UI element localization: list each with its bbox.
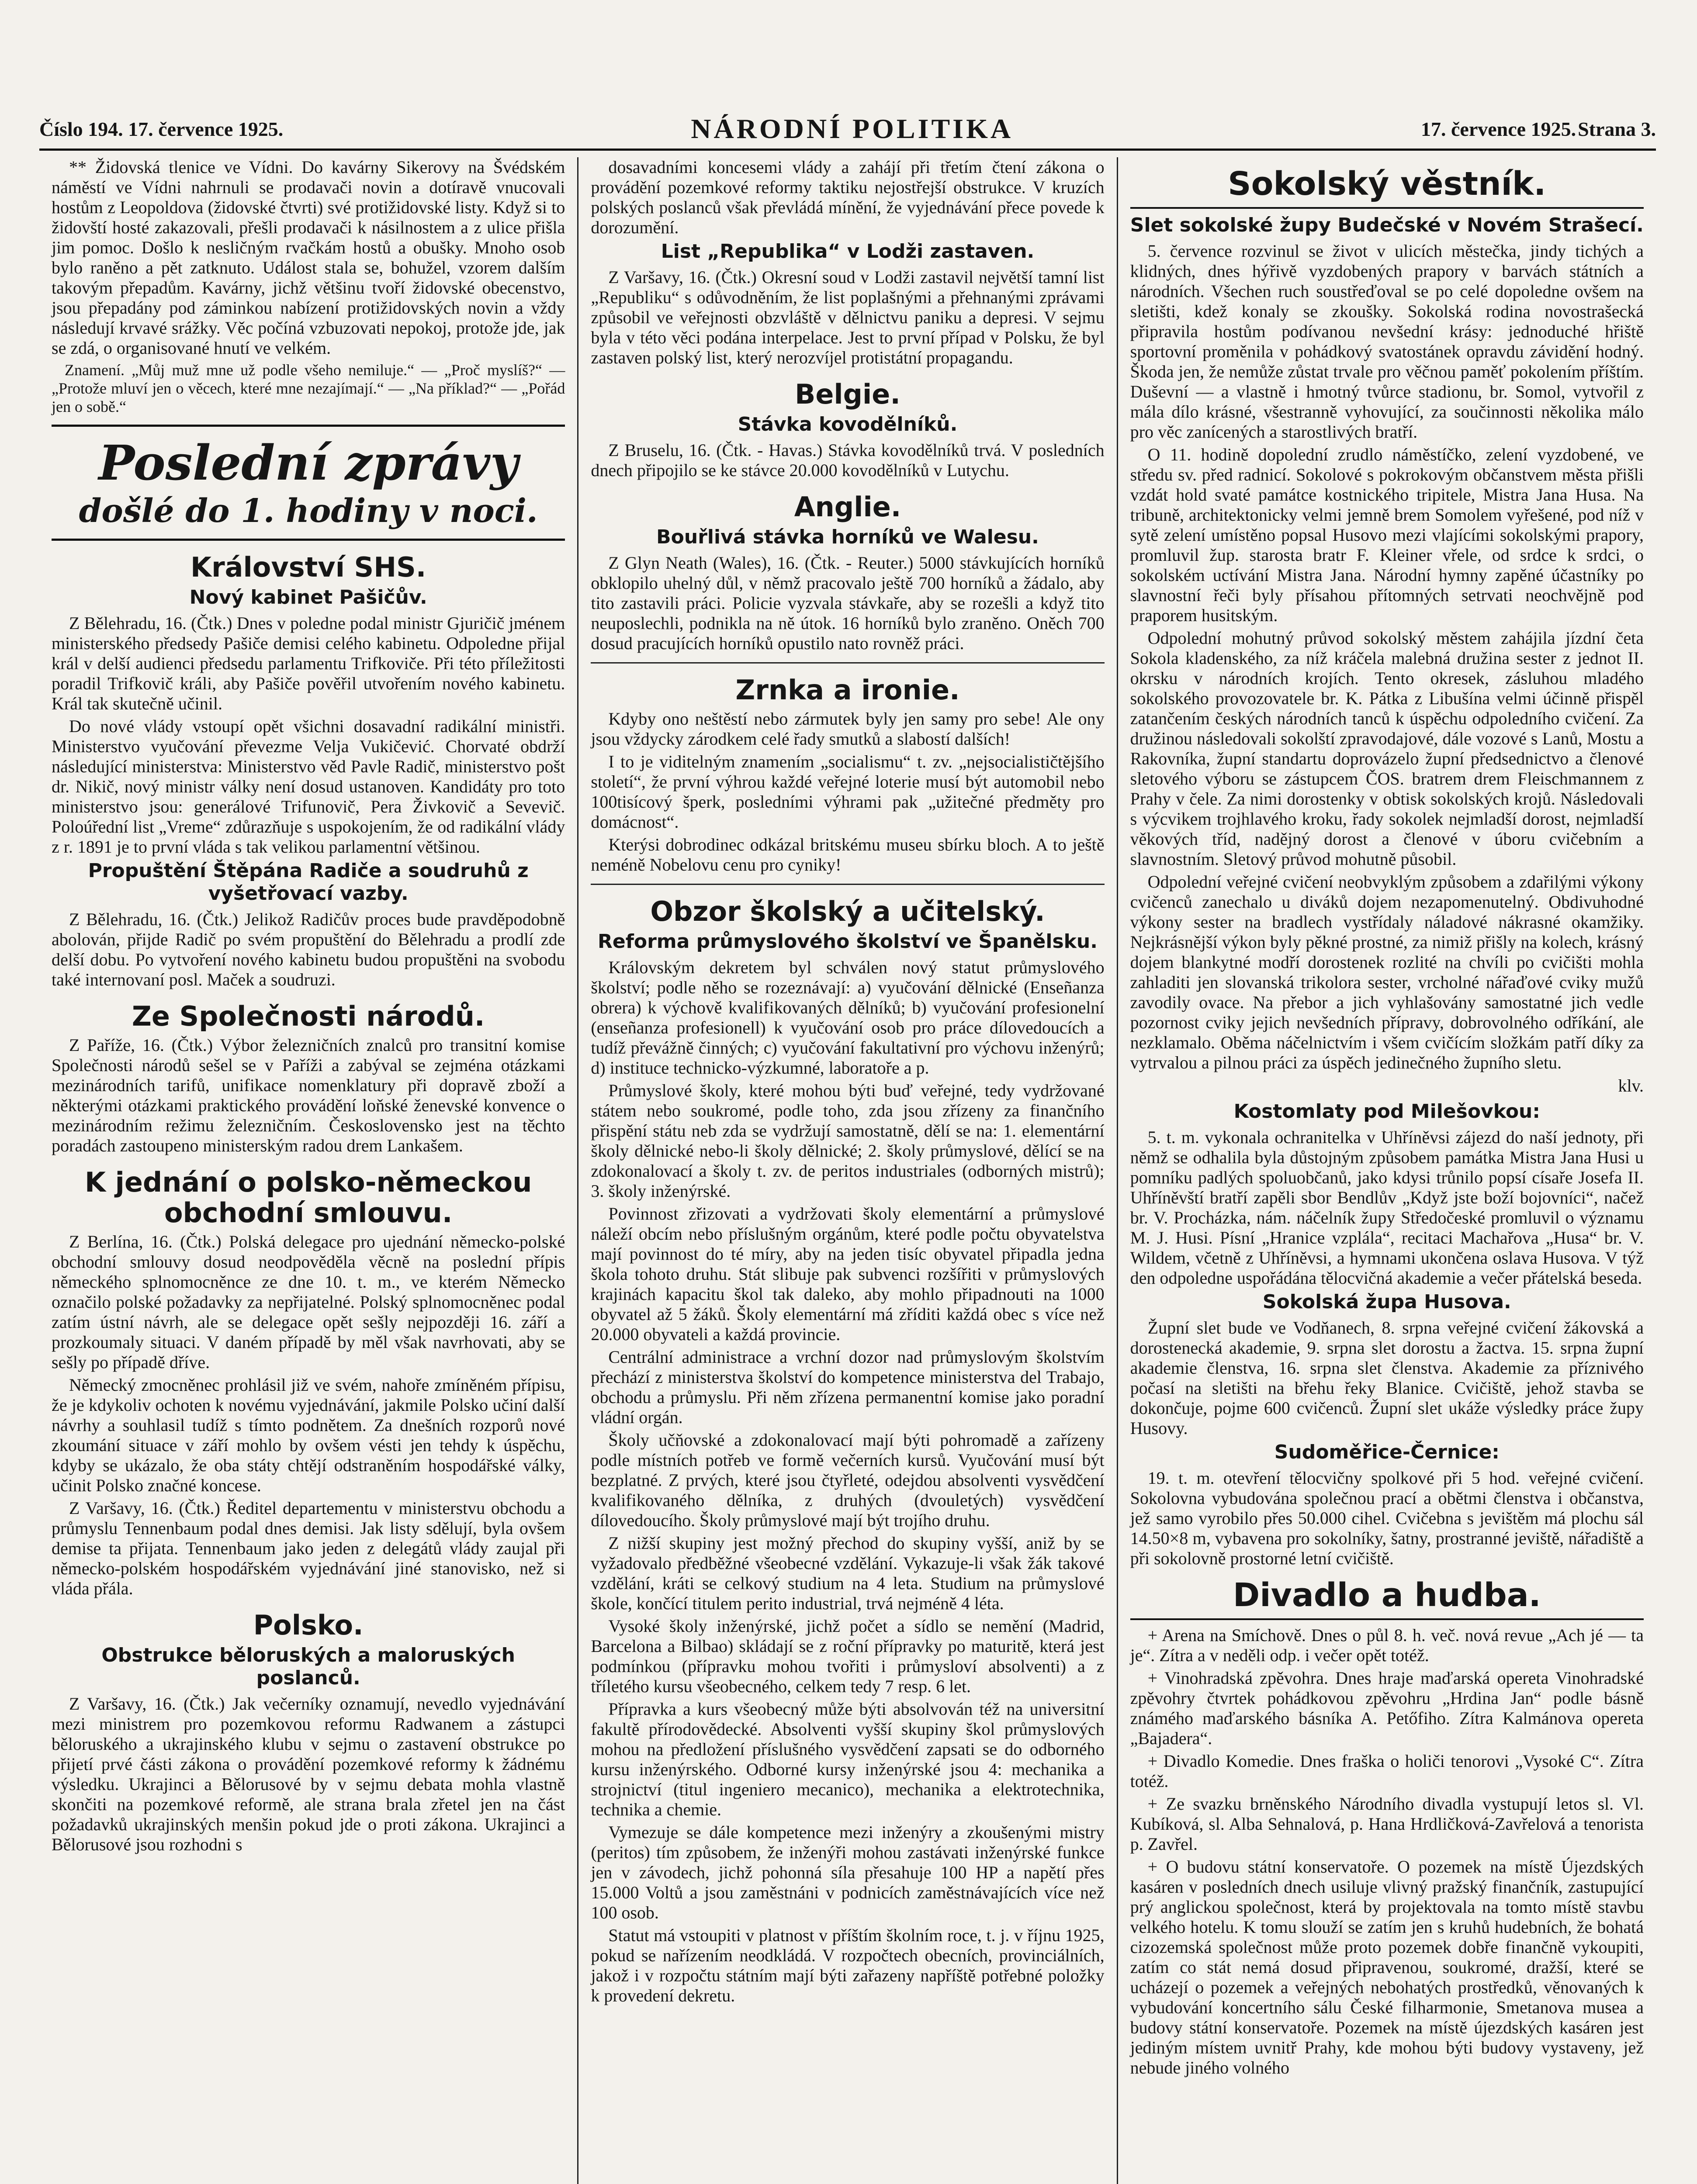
column-3 [1118, 157, 1656, 2184]
headline-belgium: Belgie. [795, 378, 900, 410]
article-vienna: ** Židovská tlenice ve Vídni. Do kavárny Sikerovy na Švédském náměstí ve Vídni nahrnuli se prodavači novin a dotíravě vnucovali hostům z Leopoldova (židovské čtvrti) své protižidovské listy. Když si to židovští hosté zakazovali, přešli prodavači k násilnostem a z ulice přišla jim pomoc. Došlo k nesličným rvačkám hostů a obušky. Mnoho osob bylo raněno a pět zatknuto. Událost stala se, bohužel, vzorem dalším takovým přepadům. Kavárny, jichž většinu tvoří židovské obecenstvo, jsou přepadány pod záminkou nabízení protižidovských novin a vždy následují krvavé srážky. Věc počíná vzbuzovati nepokoj, protože jde, jak se zdá, o organisované hnutí ve velkém. [52, 157, 565, 358]
article-sokol-3: Odpolední mohutný průvod sokolský městem zahájila jízdní četa Sokola kladenského, za níž kráčela malebná družina sester z jednot II. okrsku v národních krojích. Tento okresek, zásluhou mladého sokolského provozovatele br. K. Pátka z Libušína velmi účinně přispěl zatančením českých národních tanců k úspěchu odpoledního cvičení. Za družinou následovali sokolští zpravodajové, dále vozové s Lanů, Mostu a Rakovníka, župní standartu doprovázelo župní předsednictvo a členové sletového výboru se zástupcem ČOS. bratrem drem Fleischmannem z Prahy v čele. Za nimi dorostenky v obtisk sokolských krojů. Následovali s výcvikem trojhlavého kroku, řady sokolek nejmladší dorost, nejmladší věkových tříd, nadějný dorost a členové v úboru cvičebním a slavnostním. Sletový průvod mohutně působil. [1130, 628, 1644, 869]
section-theatre: Divadlo a hudba. [1130, 1576, 1644, 1620]
article-spain-5: Školy učňovské a zdokonalovací mají býti pohromadě a zařízeny podle místních potřeb ve formě večerních kursů. Vyučování musí být bezplatné. Z prvých, které jsou čtyřleté, odejdou absolventi vysvědčení kvalifikovaného dělníka, z druhých (dvouletých) vysvědčení dílovedoucího. Školy průmyslové mají být trojího druhu. [591, 1430, 1105, 1530]
article-poland: Z Varšavy, 16. (Čtk.) Jak večerníky oznamují, nevedlo vyjednávání mezi ministrem pro pozemkovou reformu Radwanem a zástupci běloruského a ukrajinského klubu v sejmu o zastavení obstrukce po přijetí prvé části zákona o provádění pozemkové reformy k žádnému výsledku. Ukrajinci a Bělorusové by v sejmu debata mohla vlastně skončiti na pozemkové reformě, ale strana brala zřetel jen na část požadavků ukrajinských menšin pokud jde o proti zákona. Ukrajinci a Bělorusové jsou rozhodni s [52, 1694, 565, 1854]
article-sudomerice: 19. t. m. otevření tělocvičny spolkové při 5 hod. veřejné cvičení. Sokolovna vybudována společnou prací a obětmi členstva i občanstva, jež samo vyrobilo přes 50.000 cihel. Cvičebna s jevištěm má plochu sál 14.50×8 m, vybavena pro sokolníky, šatny, prostranné jeviště, nářadiště a při sokolovně prostorné letní cvičiště. [1130, 1468, 1644, 1568]
article-spain-4: Centrální administrace a vrchní dozor nad průmyslovým školstvím přechází z ministerstva školství do kompetence ministerstva del Trabajo, obchodu a průmyslu. Při něm zřízena permanentní komise jako poradní vládní orgán. [591, 1347, 1105, 1427]
divider [591, 662, 1104, 663]
column-1 [39, 157, 578, 2184]
article-spain-3: Povinnost zřizovati a vydržovati školy elementární a průmyslové náleží obcím nebo příslušným orgánům, které podle počtu obyvatelstva mají povinnost do té míry, aby na jeden tisíc obyvatel připadla jedna škola tohoto druhu. Stát slibuje pak subvenci rozšířiti v průmyslových krajinách kapacitu škol tak daleko, aby mohlo připadnouti na 1000 obyvatel až 5 žáků. Školy elementární má zříditi každá obec s více než 20.000 obyvateli a každá provincie. [591, 1204, 1105, 1344]
section-sokol: Sokolský věstník. [1130, 164, 1644, 209]
column-2 [578, 157, 1118, 2184]
subhead-spain-schools: Reforma průmyslového školství ve Španělsku. [598, 930, 1098, 953]
article-spain-9: Vymezuje se dále kompetence mezi inženýry a zkoušenými mistry (peritos) tím způsobem, že inženýři mohou zastávati inženýrské funkce jen v závodech, jichž pohonná síla přesahuje 100 HP a napětí přes 15.000 Voltů a jsou zaměstnáni v podnicích zaměstnávajících více než 100 osob. [591, 1822, 1105, 1922]
headline-husova: Sokolská župa Husova. [1262, 1291, 1511, 1313]
headline-republika: List „Republika“ v Lodži zastaven. [661, 240, 1035, 263]
zrnka-3: Kterýsi dobrodinec odkázal britskému museu sbírku bloch. A to ještě neméně Nobelovu cenu pro cyniky! [591, 835, 1105, 874]
article-arena: + Arena na Smíchově. Dnes o půl 8. h. več. nová revue „Ach jé — ta je“. Zítra a v neděli odp. i večer opět totéž. [1130, 1625, 1644, 1665]
subhead-sokol-slet: Slet sokolské župy Budečské v Novém Strašecí. [1130, 214, 1644, 236]
headline-zrnka: Zrnka a ironie. [735, 674, 960, 706]
headline-league-of-nations: Ze Společnosti národů. [132, 1000, 485, 1032]
article-brno: + Ze svazku brněnského Národního divadla vystupují letos sl. Vl. Kubíková, sl. Alba Sehnalová, p. Hana Hrdličková-Zavřelová a tenorista p. Zavřel. [1130, 1794, 1644, 1854]
banner-title: Poslední zprávy [98, 435, 518, 491]
issue-number: Číslo 194. 17. července 1925. [39, 117, 284, 140]
headline-shs: Království SHS. [190, 551, 426, 583]
article-shs-1: Z Bělehradu, 16. (Čtk.) Dnes v poledne podal ministr Gjuričič jménem ministerského předsedy Pašiče demisi celého kabinetu. Odpoledne přijal král v delší audienci předsedu parlamentu Trifkoviče. Při této příležitosti poradil Trifkovič králi, aby Pašiče pověřil utvořením nového kabinetu. Král tak skutečně učinil. [52, 613, 565, 713]
subhead-poland: Obstrukce běloruských a maloruských poslanců. [101, 1644, 515, 1689]
headline-radic: Propuštění Štěpána Radiče a soudruhů z vyšetřovací vazby. [88, 860, 529, 905]
article-spain-10: Statut má vstoupiti v platnost v příštím školním roce, t. j. v říjnu 1925, pokud se nařízením neodkládá. V rozpočtech obecních, provinciálních, jakož i v rozpočtu státním mají býti zařazeny napříště potřebné položky k provedení dekretu. [591, 1925, 1105, 2005]
article-spain-6: Z nižší skupiny jest možný přechod do skupiny vyšší, aniž by se vyžadovalo předběžné všeobecné vzdělání. Vykazuje-li však žák takové vzdělání, kráti se celkový studium na 4 leta. Studium na průmyslové škole, končící titulem perito industrial, trvá nejméně 4 léta. [591, 1533, 1105, 1613]
article-league-of-nations: Z Paříže, 16. (Čtk.) Výbor železničních znalců pro transitní komise Společnosti národů sešel se v Paříži a zabýval se zejména otázkami mezinárodních tarifů, unifikace nomenklatury při dopravě zboží a některými otázkami praktického provádění loňské ženevské konvence o mezinárodním režimu železničním. Československo jest na těchto poradách zastoupeno ministerským radou drem Lankašem. [52, 1035, 565, 1155]
article-komedie: + Divadlo Komedie. Dnes fraška o holiči tenorovi „Vysoké C“. Zítra totéž. [1130, 1751, 1644, 1791]
article-sokol-4: Odpolední veřejné cvičení neobvyklým způsobem a zdařilými výkony cvičenců zanechalo u diváků dojem nezapomenutelný. Obdivuhodné výkony sester na bradlech vystřídaly náladové nákrasné okamžiky. Nejkrásnější výkon byly pěkné prostné, za nimiž přišly na kolech, krásný dojem blankytné modří dorostenek rozlité na chvíli po cvičišti mohla zahladiti jen slovanská trikolora sester, vrcholné nářaďové cviky mužů zavodily ovace. Na přebor a jich vyhlašovány samostatné jich vedle pozornost cviky jejich nevšedních přípravy, dobrovolného odříkání, ale nezklamalo. Oběma náčelnictvím i všem cvičícím složkám patří díky za vytrvalou a pilnou práci za úspěch jedinečného župního sletu. [1130, 872, 1644, 1072]
article-spain-1: Královským dekretem byl schválen nový statut průmyslového školství; podle něho se rozeznávají: a) vyučování dělnické (Enseñanza obrera) k výchově kvalifikovaných dělníků; b) vyučování profesionelní (enseñanza profesionell) k vyučování osob pro práce dílovedoucích a tudíž převážně činných; c) vyučování fakultativní pro výchovu inženýrů; d) instituce technicko-výzkumné, laboratoře a p. [591, 957, 1105, 1078]
banner-subtitle: došlé do 1. hodiny v noci. [79, 492, 538, 530]
article-poland-cont: dosavadními koncesemi vlády a zahájí při třetím čtení zákona o provádění pozemkové reformy taktiku nejostřejší obstrukce. V kruzích polských poslanců však převládá mínění, že vyjednávání přece povede k dorozumění. [591, 157, 1105, 237]
newspaper-columns [39, 157, 1656, 2184]
article-radic: Z Bělehradu, 16. (Čtk.) Jelikož Radičův proces bude pravděpodobně abolován, přijde Radič po svém propuštění do Bělehradu a prodlí zde delší dobu. Po vytvoření nového kabinetu budou propuštěni na svobodu také internovaní posl. Maček a soudruzi. [52, 909, 565, 989]
article-conservatory: + O budovu státní konservatoře. O pozemek na místě Újezdských kasáren v posledních dnech usiluje vlivný pražský finančník, zastupující prý anglickou společnost, která by projektovala na tomto místě stavbu velkého hotelu. K tomu slouží se zatím jen s kruhů hudebních, že bohatá cizozemská společnost může proto pozemek dobře finančně vykoupiti, zatím co stát nemá dosud připravenou, soukromé, dražší, které se ucházejí o pozemek a veřejných nebohatých prostředků, věnovaných k vybudování koncertního sálu České filharmonie, Smetanova musea a budovy státní konservatoře. Pozemek na místě újezdských kasáren jest jediným místem uvnitř Prahy, kde mohou býti budovy vystaveny, jež nebude jiného volného [1130, 1857, 1644, 2077]
masthead [39, 109, 1656, 151]
article-belgium: Z Bruselu, 16. (Čtk. - Havas.) Stávka kovodělníků trvá. V posledních dnech připojilo se ke stávce 20.000 kovodělníků v Lutychu. [591, 440, 1105, 480]
article-sokol-2: O 11. hodině dopolední zrudlo náměstíčko, zelení vyzdobené, ve středu sv. před radnicí. Sokolové s pokrokovým občanstvem města přišli vzdát hold svaté památce kostnického tripitele, Mistra Jana Husa. Na tribuně, architektonicky velmi jemně brem Somolem vyřešené, pod níž v sytě zelení umístěno popsal Husovo mezi vlajícími sokolskými prapory, promluvil žup. starosta bratr F. Kleiner vřele, od srdce k srdci, o sokolském uctívání Mistra Jana. Národní hymny zapěné účastníky po slavnostní řeči byly přísahou přítomných setrvati neochvějně pod praporem husitským. [1130, 445, 1644, 625]
zrnka-1: Kdyby ono neštěstí nebo zármutek byly jen samy pro sebe! Ale ony jsou vždycky zárodkem celé řady smutků a slabostí dalších! [591, 709, 1105, 749]
issue-date: 17. července 1925. [1421, 117, 1576, 140]
article-spain-2: Průmyslové školy, které mohou býti buď veřejné, tedy vydržované státem nebo soukromé, podle toho, zda jsou zřízeny za finančního přispění státu neb zda se vydržují samostatně, dělí se na: 1. elementární školy dělnické nebo-li školy dělnické; 2. školy průmyslové, dělící se na zdokonalovací a školy t. zv. de peritos industriales (odborných mistrů); 3. školy inženýrské. [591, 1081, 1105, 1201]
zrnka-2: I to je viditelným znamením „socialismu“ t. zv. „nejsocialističtějšího století“, že první výhrou každé veřejné loterie musí být automobil nebo 100tisícový šperk, posledními výhrami pak „užitečné předměty pro domácnost“. [591, 752, 1105, 832]
headline-sudomerice: Sudoměřice-Černice: [1274, 1441, 1500, 1463]
headline-poland: Polsko. [253, 1609, 364, 1641]
subhead-england: Bouřlivá stávka horníků ve Walesu. [656, 526, 1039, 548]
headline-school-review: Obzor školský a učitelský. [650, 895, 1045, 927]
article-polish-german-3: Z Varšavy, 16. (Čtk.) Ředitel departementu v ministerstvu obchodu a průmyslu Tennenbaum podal dnes demisi. Jak listy sdělují, byla ovšem demise ta přijata. Tennenbaum jako jeden z delegátů vlády zaujal při německo-polském hospodářském vyjednávání jiné stanovisko, než si vláda přála. [52, 1498, 565, 1598]
masthead-right [1421, 117, 1656, 141]
page-number: Strana 3. [1578, 117, 1656, 140]
article-shs-2: Do nové vlády vstoupí opět všichni dosavadní radikální ministři. Ministerstvo vyučování převezme Velja Vukičević. Chorvaté obdrží následující ministerstva: Ministerstvo věd Pavle Radič, ministerstvo pošt dr. Nikič, nový ministr války není dosud ustanoven. Kandidáty pro toto ministerstvo jsou: generálové Trifunovič, Pera Živkovič a Sevevič. Poloúřední list „Vreme“ zdůrazňuje s uspokojením, že od radikální vlády z r. 1891 je to první vláda s tak velikou parlamentní většinou. [52, 716, 565, 857]
latest-news-banner [52, 425, 565, 541]
article-republika: Z Varšavy, 16. (Čtk.) Okresní soud v Lodži zastavil největší tamní list „Republiku“ s odůvodněním, že list poplašnými a přehnanými zprávami způsobil ve veřejnosti obzvláště v dělnictvu paniku a depresi. V sejmu byla v této věci podána interpelace. Jest to první případ v Polsku, že byl zastaven polský list, který nerozvíjel protistátní propagandu. [591, 267, 1105, 367]
article-england: Z Glyn Neath (Wales), 16. (Čtk. - Reuter.) 5000 stávkujících horníků obklopilo uhelný důl, v němž pracovalo ještě 700 horníků a žádalo, aby tito zastavili práci. Policie vyzvala stávkaře, aby se rozešli a když tito neuposlechli, podnikla na ně útok. 16 horníků bylo zraněno. Oněch 700 dosud pracujících horníků opustilo nato rovněž práci. [591, 553, 1105, 653]
article-kostomlaty: 5. t. m. vykonala ochranitelka v Uhříněvsi zájezd do naší jednoty, při němž se odhalila byla důstojným způsobem památka Mistra Jana Husi u pomníku padlých spoluobčanů, jako kdysi trůnilo popsí císaře Josefa II. Uhříněvští bratří zapěli sbor Bendlův „Když jste boží bojovníci“, načež br. V. Procházka, nám. náčelník župy Středočeské promluvil o významu M. J. Husi. Písní „Hranice vzplála“, recitaci Machařova „Husa“ br. V. Wildem, včetně z Uhříněvsi, a hymnami ukončena oslava Husova. V týž den odpoledne uspořádána tělocvičná akademie a večer přátelská beseda. [1130, 1127, 1644, 1288]
article-sokol-1: 5. července rozvinul se život v ulicích městečka, jindy tichých a klidných, dnes hýřivě vyzdobených prapory v barvách státních a národních. Všechen ruch soustřeďoval se po celé dopoledne ovšem na sletišti, kdež konaly se zkoušky. Sokolská rodina novostrašecká připravila hostům podívanou nevšední krásy: jednoduché hřiště sportovní proměnila v pohádkový svatostánek opravdu závidění hodný. Škoda jen, že nemůže zůstat trvale pro věčnou paměť pokolením příštím. Duševní — a vlastně i hmotný tvůrce stadionu, br. Somol, vytvořil z mála dílo krásné, všestranně vyhovující, za součinnosti několika málo pro věc zanícených a starostlivých bratří. [1130, 241, 1644, 442]
article-spain-8: Přípravka a kurs všeobecný může býti absolvován též na universitní fakultě přírodovědecké. Absolventi vyšší skupiny škol průmyslových mohou na předložení příslušného vysvědčení zapsati se do odborného kursu inženýrského. Odborné kursy inženýrské jsou 4: mechanika a strojnictví (titul ingeniero mecanico), mechanika a elektrotechnika, technika a chemie. [591, 1699, 1105, 1819]
joke-znameni: Znamení. „Můj muž mne už podle všeho nemiluje.“ — „Proč myslíš?“ — „Protože mluví jen o věcech, které mne nezajímají.“ — „Na příklad?“ — „Pořád jen o sobě.“ [52, 361, 565, 415]
subhead-shs: Nový kabinet Pašičův. [189, 586, 427, 608]
headline-kostomlaty: Kostomlaty pod Milešovkou: [1233, 1100, 1540, 1123]
newspaper-title: NÁRODNÍ POLITIKA [691, 113, 1014, 144]
article-husova: Župní slet bude ve Vodňanech, 8. srpna veřejné cvičení žákovská a dorostenecká akademie, 9. srpna slet dorostu a žactva. 15. srpna župní akademie členstva, 16. srpna slet členstva. Akademie za příznivého počasí na sletišti na břehu řeky Blanice. Cvičiště, jehož stavba se dokončuje, pojme 600 cvičenců. Župní slet ukáže výsledky práce župy Husovy. [1130, 1318, 1644, 1438]
headline-england: Anglie. [794, 491, 901, 523]
headline-polish-german: K jednání o polsko-německou obchodní smlouvu. [84, 1166, 532, 1229]
article-polish-german-2: Německý zmocněnec prohlásil již ve svém, nahoře zmíněném přípisu, že je kdykoliv ochoten k novému vyjednávání, jakmile Polsko učiní další návrhy a souhlasil tudíž s tímto podnětem. Za dnešních rozporů nové zkoumání situace v září mohlo by ovšem vésti jen tehdy k úspěchu, kdyby se ukázalo, že oba státy chtějí odstraněním hospodářské války, učinit Polsko značné koncese. [52, 1375, 565, 1495]
divider [591, 884, 1104, 885]
subhead-belgium: Stávka kovodělníků. [738, 413, 958, 435]
article-polish-german-1: Z Berlína, 16. (Čtk.) Polská delegace pro ujednání německo-polské obchodní smlouvy dosud neodpověděla věcně na poslední přípis německého splnomocněnce ze dne 10. t. m., ve kterém Německo označilo polské požadavky za nepřijatelné. Polský splnomocněnec podal zatím ústní návrh, ale se delegace opět sešly nejpozději 16. září a prozkoumaly situaci. V daném případě by měl však navrhovati, aby se sešly po případě dříve. [52, 1232, 565, 1372]
article-vinohrady: + Vinohradská zpěvohra. Dnes hraje maďarská opereta Vinohradské zpěvohry čtvrtek pohádkovou zpěvohru „Hrdina Jan“ podle básně známého maďarského básníka A. Petőfiho. Zítra Kalmánova opereta „Bajadera“. [1130, 1668, 1644, 1748]
article-spain-7: Vysoké školy inženýrské, jichž počet a sídlo se nemění (Madrid, Barcelona a Bilbao) skládají se z roční přípravky po maturitě, která jest podmínkou (přípravku mohou tvořiti i průmysloví absolventi) a z tříletého kursu všeobecného, celkem tedy 7 resp. 6 let. [591, 1616, 1105, 1696]
author-signature: klv. [1618, 1076, 1644, 1095]
